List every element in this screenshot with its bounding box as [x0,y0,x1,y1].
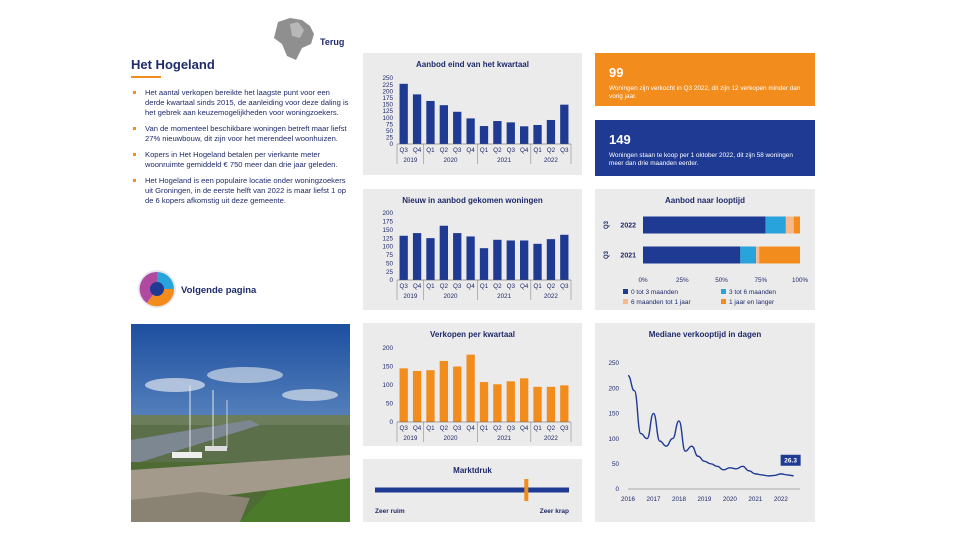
chart-title-aanbod: Aanbod eind van het kwartaal [416,60,529,69]
bar [520,378,528,422]
chart-verkooptijd [595,323,815,522]
y-tick-label: 100 [382,114,393,122]
bar [493,121,501,144]
bar [440,226,448,280]
chart-verkopen [363,323,582,446]
y-tick-label: 225 [382,81,393,89]
stacked-bar-segment [643,217,765,234]
year-group-label: 2019 [403,157,418,164]
bar [547,120,555,144]
bar [413,94,421,144]
chart-title-nieuw: Nieuw in aanbod gekomen woningen [402,196,543,205]
x-tick-label: 2016 [620,496,636,503]
bar [533,387,541,422]
gauge-marker [524,479,528,501]
bar [480,126,488,144]
bar [560,385,568,422]
gauge-track [375,488,569,493]
chart-title-verkooptijd: Mediane verkooptijd in dagen [648,330,762,339]
legend-label: 0 tot 3 maanden [631,289,678,296]
x-tick-label: Q3 [506,425,515,432]
y-tick-label: 100 [382,243,393,251]
x-tick-label: Q2 [493,147,502,154]
x-tick-label: 2019 [697,496,712,503]
panel-verkooptijd [595,323,815,522]
x-tick-label: Q4 [519,283,529,290]
kpi-card-supply [595,120,815,176]
bar [520,126,528,144]
next-page-button[interactable]: Volgende pagina [181,285,257,296]
x-tick-label: 2021 [748,496,763,503]
x-tick-label: Q3 [560,283,569,290]
category-quarter-label: Q3 [604,250,610,260]
y-tick-label: 0 [615,486,619,494]
year-group-label: 2021 [497,435,512,442]
bar [533,244,541,280]
bar [440,361,448,422]
panel-looptijd [595,189,815,310]
bullet-item: Van de momenteel beschikbare woningen betreft maar liefst 27% nieuwbouw, dit zijn voor het merendeel woonhuizen. [131,124,349,144]
x-tick-label: Q4 [412,425,422,432]
bar [533,125,541,144]
legend-label: 3 tot 6 maanden [729,289,776,296]
bar [520,240,528,280]
y-tick-label: 75 [385,252,393,260]
kpi-text-supply: Woningen staan te koop per 1 oktober 2022, dit zijn 58 woningen meer dan drie maanden eerder. [609,152,793,167]
bar [400,368,408,422]
x-tick-label: 50% [715,277,728,284]
category-year-label: 2021 [620,252,636,260]
panel-marktdruk [363,459,582,522]
x-tick-label: Q2 [439,425,449,432]
y-tick-label: 50 [385,400,393,408]
y-tick-label: 150 [382,363,393,371]
page-title: Het Hogeland [131,57,215,72]
x-tick-label: Q3 [560,425,569,432]
x-tick-label: Q3 [453,283,462,290]
y-tick-label: 200 [382,88,393,96]
year-group-label: 2021 [497,293,512,300]
x-tick-label: Q4 [466,283,475,290]
y-tick-label: 50 [611,461,619,468]
y-tick-label: 175 [382,95,393,102]
x-tick-label: Q2 [493,425,502,432]
year-group-label: 2022 [543,293,558,300]
bar [400,84,408,144]
x-tick-label: Q3 [453,425,462,432]
bar [453,367,461,423]
x-tick-label: 2017 [646,496,661,503]
bar [413,371,421,422]
year-group-label: 2021 [497,157,512,164]
bar [400,236,408,280]
chart-nieuw [363,189,582,310]
bar [426,370,434,422]
bar [466,118,474,144]
bar [560,235,568,280]
x-tick-label: Q4 [412,283,422,290]
x-tick-label: Q4 [466,425,475,432]
legend-swatch [623,299,628,304]
x-tick-label: Q2 [439,283,449,290]
x-tick-label: 0% [638,277,648,284]
kpi-text-sales: Woningen zijn verkocht in Q3 2022, dit zijn 12 verkopen minder dan vorig jaar. [609,85,801,100]
y-tick-label: 50 [385,128,393,135]
category-quarter-label: Q3 [604,220,610,230]
year-group-label: 2019 [403,435,418,442]
y-tick-label: 25 [385,268,393,276]
x-tick-label: Q1 [426,425,435,432]
x-tick-label: Q4 [519,425,529,432]
x-tick-label: Q1 [533,147,542,154]
x-tick-label: Q1 [479,283,489,290]
x-tick-label: Q1 [533,425,542,432]
chart-aanbod [363,53,582,175]
x-tick-label: 2018 [671,496,686,503]
x-tick-label: 2022 [773,496,788,503]
x-tick-label: Q3 [506,283,515,290]
stacked-bar-segment [794,217,800,234]
x-tick-label: Q3 [560,147,569,154]
bullet-item: Het Hogeland is een populaire locatie onder woningzoekers uit Groningen, in de eerste helft van 2022 is maar liefst 1 op de 6 kopers afkomstig uit deze gemeente. [131,176,349,206]
stacked-bar-segment [765,217,785,234]
x-tick-label: Q3 [453,147,462,154]
y-tick-label: 200 [382,345,393,353]
bar [507,381,515,422]
stacked-bar-segment [786,217,794,234]
year-group-label: 2019 [403,293,418,300]
bar [547,387,555,422]
stacked-bar-segment [740,247,756,264]
gauge-left-label: Zeer ruim [375,508,405,515]
legend-label: 1 jaar en langer [729,299,775,306]
x-tick-label: Q2 [546,147,556,154]
y-tick-label: 75 [385,121,393,129]
x-tick-label: Q2 [493,283,502,290]
y-tick-label: 125 [382,235,393,243]
bar [480,248,488,280]
x-tick-label: Q1 [479,425,489,432]
bar [480,382,488,422]
x-tick-label: Q1 [479,147,489,154]
bar [466,236,474,280]
x-tick-label: Q3 [506,147,515,154]
bar [560,105,568,144]
kpi-card-sales [595,53,815,106]
bar [440,105,448,144]
kpi-value-sales: 99 [609,65,624,80]
y-tick-label: 0 [389,141,393,149]
chart-looptijd [595,189,815,310]
x-tick-label: 25% [675,277,689,284]
y-tick-label: 0 [389,277,393,285]
stacked-bar-segment [756,247,759,264]
x-tick-label: Q3 [399,147,408,154]
bar [493,384,501,422]
x-tick-label: 100% [791,277,809,284]
y-tick-label: 200 [608,385,619,393]
y-tick-label: 200 [382,210,393,218]
stacked-bar-segment [759,247,800,264]
bar [507,122,515,144]
panel-aanbod [363,53,582,175]
y-tick-label: 125 [382,108,393,116]
x-tick-label: 75% [754,277,768,284]
x-tick-label: Q4 [466,147,475,154]
x-tick-label: 2020 [722,496,737,503]
bar [453,112,461,144]
bar [426,101,434,144]
y-tick-label: 250 [608,360,619,368]
bar [426,238,434,280]
y-tick-label: 150 [608,410,619,418]
x-tick-label: Q3 [399,425,408,432]
x-tick-label: Q4 [412,147,422,154]
y-tick-label: 100 [382,382,393,390]
bar [466,355,474,422]
legend-swatch [721,299,726,304]
year-group-label: 2022 [543,435,558,442]
legend-swatch [721,289,726,294]
year-group-label: 2020 [443,293,458,300]
y-tick-label: 175 [382,218,393,226]
y-tick-label: 0 [389,419,393,427]
x-tick-label: Q4 [519,147,529,154]
y-tick-label: 250 [382,75,393,83]
bar [413,233,421,280]
series-line [628,376,794,476]
x-tick-label: Q2 [546,283,556,290]
legend-swatch [623,289,628,294]
year-group-label: 2022 [543,157,558,164]
x-tick-label: Q3 [399,283,408,290]
bullet-item: Het aantal verkopen bereikte het laagste punt voor een derde kwartaal sinds 2015, de aanleiding voor deze daling is het gebrek aan keuzemogelijkheden voor woningzoekers. [131,88,349,118]
data-label: 26.3 [784,457,797,465]
title-underline [131,76,161,78]
y-tick-label: 25 [385,134,393,142]
chart-marktdruk [363,459,582,522]
back-button[interactable]: Terug [320,37,345,47]
gauge-right-label: Zeer krap [539,508,569,515]
bullet-list [131,88,349,212]
bar [493,240,501,280]
year-group-label: 2020 [443,157,458,164]
year-group-label: 2020 [443,435,458,442]
category-year-label: 2022 [620,222,636,230]
chart-title-verkopen: Verkopen per kwartaal [430,330,515,339]
stacked-bar-segment [643,247,740,264]
bar [507,240,515,280]
panel-nieuw [363,189,582,310]
kpi-value-supply: 149 [609,132,631,147]
x-tick-label: Q1 [426,283,435,290]
y-tick-label: 150 [382,101,393,109]
bar [453,233,461,280]
chart-title-looptijd: Aanbod naar looptijd [665,196,745,205]
x-tick-label: Q1 [533,283,542,290]
x-tick-label: Q2 [546,425,556,432]
x-tick-label: Q2 [439,147,449,154]
y-tick-label: 150 [382,226,393,234]
y-tick-label: 100 [608,435,619,443]
x-tick-label: Q1 [426,147,435,154]
y-tick-label: 50 [385,260,393,268]
panel-verkopen [363,323,582,446]
bar [547,239,555,280]
chart-title-marktdruk: Marktdruk [453,466,492,475]
bullet-item: Kopers in Het Hogeland betalen per vierkante meter woonruimte gemiddeld € 750 meer dan drie jaar geleden. [131,150,349,170]
legend-label: 6 maanden tot 1 jaar [631,299,691,306]
